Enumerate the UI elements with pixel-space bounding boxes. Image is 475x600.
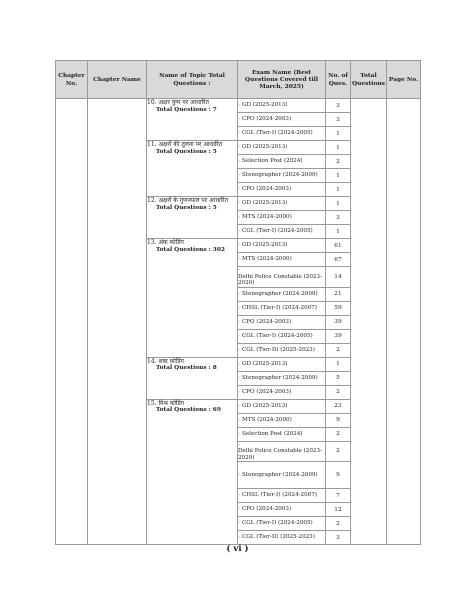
question-count: 2 (326, 155, 351, 169)
exam-name: MTS (2024-2000) (242, 214, 292, 221)
question-count: 14 (326, 267, 351, 288)
exam-cell (238, 127, 326, 141)
exam-name: CHSL (Tier-I) (2024-2007) (242, 304, 317, 311)
exam-name: CGL (Tier-II) (2025-2023) (242, 534, 315, 541)
exam-cell (238, 183, 326, 197)
topic-cell (147, 399, 238, 545)
exam-name: CHSL (Tier-I) (2024-2007) (242, 492, 317, 499)
question-count: 9 (326, 462, 351, 489)
exam-name: CPO (2024-2003) (242, 186, 292, 193)
topic-name: 10. अक्षर युग्म पर आधारित (147, 99, 209, 106)
question-count: 39 (326, 329, 351, 343)
chevron-right-icon: › (238, 130, 240, 137)
header-topic: Name of Topic Total Questions : (147, 61, 238, 99)
exam-cell (238, 197, 326, 211)
exam-cell (238, 385, 326, 399)
chapter-no-cell (56, 99, 88, 545)
question-count: 59 (326, 301, 351, 315)
chevron-right-icon: › (238, 116, 240, 123)
exam-name: GD (2025-2013) (242, 402, 288, 409)
exam-cell (238, 357, 326, 371)
chevron-right-icon: › (238, 332, 240, 339)
exam-name: MTS (2024-2000) (242, 256, 292, 263)
exam-name: CPO (2024-2003) (242, 506, 292, 513)
question-count: 7 (326, 489, 351, 503)
chevron-right-icon: › (238, 304, 240, 311)
question-count: 3 (326, 211, 351, 225)
exam-name: CGL (Tier-I) (2024-2005) (242, 332, 313, 339)
question-count: 1 (326, 169, 351, 183)
exam-cell (238, 211, 326, 225)
chevron-right-icon: › (238, 506, 240, 513)
chevron-right-icon: › (238, 346, 240, 353)
topic-total-questions: Total Questions : 5 (156, 148, 217, 155)
exam-cell (238, 399, 326, 413)
exam-cell (238, 441, 326, 462)
header-ques: No. of Ques. (326, 61, 351, 99)
exam-cell (238, 427, 326, 441)
exam-cell (238, 489, 326, 503)
chevron-right-icon: › (238, 471, 240, 478)
exam-cell (238, 287, 326, 301)
exam-cell (238, 371, 326, 385)
exam-name: Stenographer (2024-2009) (242, 374, 318, 381)
exam-cell (238, 239, 326, 253)
topic-total-questions: Total Questions : 8 (156, 365, 217, 372)
topic-total-questions: Total Questions : 5 (156, 204, 217, 211)
chevron-right-icon: › (238, 402, 240, 409)
total-questions-cell (351, 99, 387, 545)
question-count: 3 (326, 113, 351, 127)
exam-name: MTS (2024-2000) (242, 416, 292, 423)
question-count: 2 (326, 385, 351, 399)
exam-cell (238, 155, 326, 169)
exam-name: GD (2025-2013) (242, 102, 288, 109)
question-count: 2 (326, 441, 351, 462)
question-count: 1 (326, 357, 351, 371)
exam-name: CGL (Tier-I) (2024-2005) (242, 228, 313, 235)
exam-cell (238, 253, 326, 267)
question-count: 3 (326, 531, 351, 545)
exam-cell (238, 517, 326, 531)
question-count: 9 (326, 413, 351, 427)
chevron-right-icon: › (238, 186, 240, 193)
exam-cell (238, 462, 326, 489)
question-count: 1 (326, 141, 351, 155)
exam-cell (238, 169, 326, 183)
header-page: Page No. (387, 61, 421, 99)
exam-cell (238, 225, 326, 239)
exam-cell (238, 329, 326, 343)
question-count: 1 (326, 127, 351, 141)
topic-total-questions: Total Questions : 69 (156, 407, 221, 414)
chevron-right-icon: › (238, 144, 240, 151)
chevron-right-icon: › (238, 492, 240, 499)
question-count: 1 (326, 183, 351, 197)
question-count: 12 (326, 503, 351, 517)
exam-cell (238, 503, 326, 517)
exam-name: GD (2025-2013) (242, 242, 288, 249)
exam-name: GD (2025-2013) (242, 144, 288, 151)
chevron-right-icon: › (238, 416, 240, 423)
chevron-right-icon: › (238, 242, 240, 249)
topic-cell (147, 141, 238, 197)
topic-cell (147, 357, 238, 399)
exam-name: Stenographer (2024-2009) (242, 471, 318, 478)
topic-cell (147, 99, 238, 141)
question-count: 5 (326, 371, 351, 385)
chevron-right-icon: › (238, 534, 240, 541)
topic-name: 15. मिश्र कोडिंग (147, 399, 185, 407)
topic-name: 11. अक्षरों की तुलना पर आधारित (147, 141, 223, 148)
exam-name: Selection Post (2024) (242, 158, 303, 165)
topic-name: 12. अक्षरों के गुणनफल पर आधारित (147, 197, 228, 204)
topic-name: 14. शब्द कोडिंग (147, 357, 184, 365)
page-number: ( vi ) (226, 544, 249, 554)
exam-name: Stenographer (2024-2009) (242, 172, 318, 179)
question-count: 39 (326, 315, 351, 329)
question-count: 2 (326, 517, 351, 531)
chevron-right-icon: › (238, 172, 240, 179)
exam-name: CGL (Tier-I) (2024-2005) (242, 520, 313, 527)
chevron-right-icon: › (238, 256, 240, 263)
chevron-right-icon: › (238, 441, 240, 448)
chevron-right-icon: › (238, 374, 240, 381)
exam-name: Selection Post (2024) (242, 430, 303, 437)
exam-name: Delhi Police Constable (2023-2020) (238, 448, 322, 461)
exam-name: CPO (2024-2003) (242, 388, 292, 395)
question-count: 1 (326, 197, 351, 211)
question-count: 61 (326, 239, 351, 253)
chevron-right-icon: › (238, 290, 240, 297)
exam-name: CPO (2024-2003) (242, 116, 292, 123)
chevron-right-icon: › (238, 214, 240, 221)
exam-cell (238, 113, 326, 127)
exam-cell (238, 413, 326, 427)
exam-cell (238, 531, 326, 545)
question-count: 2 (326, 343, 351, 357)
chevron-right-icon: › (238, 158, 240, 165)
exam-name: CGL (Tier-II) (2025-2023) (242, 346, 315, 353)
question-count: 3 (326, 99, 351, 113)
exam-cell (238, 99, 326, 113)
question-count: 2 (326, 427, 351, 441)
exam-cell (238, 301, 326, 315)
table-body (56, 99, 421, 545)
topic-cell (147, 197, 238, 239)
chevron-right-icon: › (238, 430, 240, 437)
header-chapter-name: Chapter Name (88, 61, 147, 99)
chevron-right-icon: › (238, 520, 240, 527)
page-no-cell (387, 99, 421, 545)
exam-name: CGL (Tier-I) (2024-2005) (242, 130, 313, 137)
exam-cell (238, 267, 326, 288)
index-table (55, 60, 421, 545)
question-count: 23 (326, 399, 351, 413)
chapter-name-cell (88, 99, 147, 545)
topic-name: 13. अंक कोडिंग (147, 239, 184, 246)
exam-cell (238, 141, 326, 155)
topic-total-questions: Total Questions : 7 (156, 106, 217, 113)
chevron-right-icon: › (238, 267, 240, 273)
question-count: 21 (326, 287, 351, 301)
chevron-right-icon: › (238, 228, 240, 235)
exam-cell (238, 315, 326, 329)
header-total: Total Questions (351, 61, 387, 99)
exam-name: CPO (2024-2003) (242, 318, 292, 325)
question-count: 67 (326, 253, 351, 267)
exam-name: GD (2025-2013) (242, 360, 288, 367)
chevron-right-icon: › (238, 318, 240, 325)
exam-cell (238, 343, 326, 357)
chevron-right-icon: › (238, 360, 240, 367)
header-row (56, 61, 421, 99)
question-count: 1 (326, 225, 351, 239)
topic-cell (147, 239, 238, 358)
chevron-right-icon: › (238, 200, 240, 207)
chevron-right-icon: › (238, 388, 240, 395)
chevron-right-icon: › (238, 102, 240, 109)
exam-name: GD (2025-2013) (242, 200, 288, 207)
topic-total-questions: Total Questions : 302 (156, 246, 225, 253)
header-exam: Exam Name (Best Questions Covered till March, 2025) (238, 61, 326, 99)
exam-name: Delhi Police Constable (2023-2020) (238, 273, 322, 287)
header-chapter-no: Chapter No. (56, 61, 88, 99)
exam-name: Stenographer (2024-2009) (242, 290, 318, 297)
table-row (56, 99, 421, 113)
